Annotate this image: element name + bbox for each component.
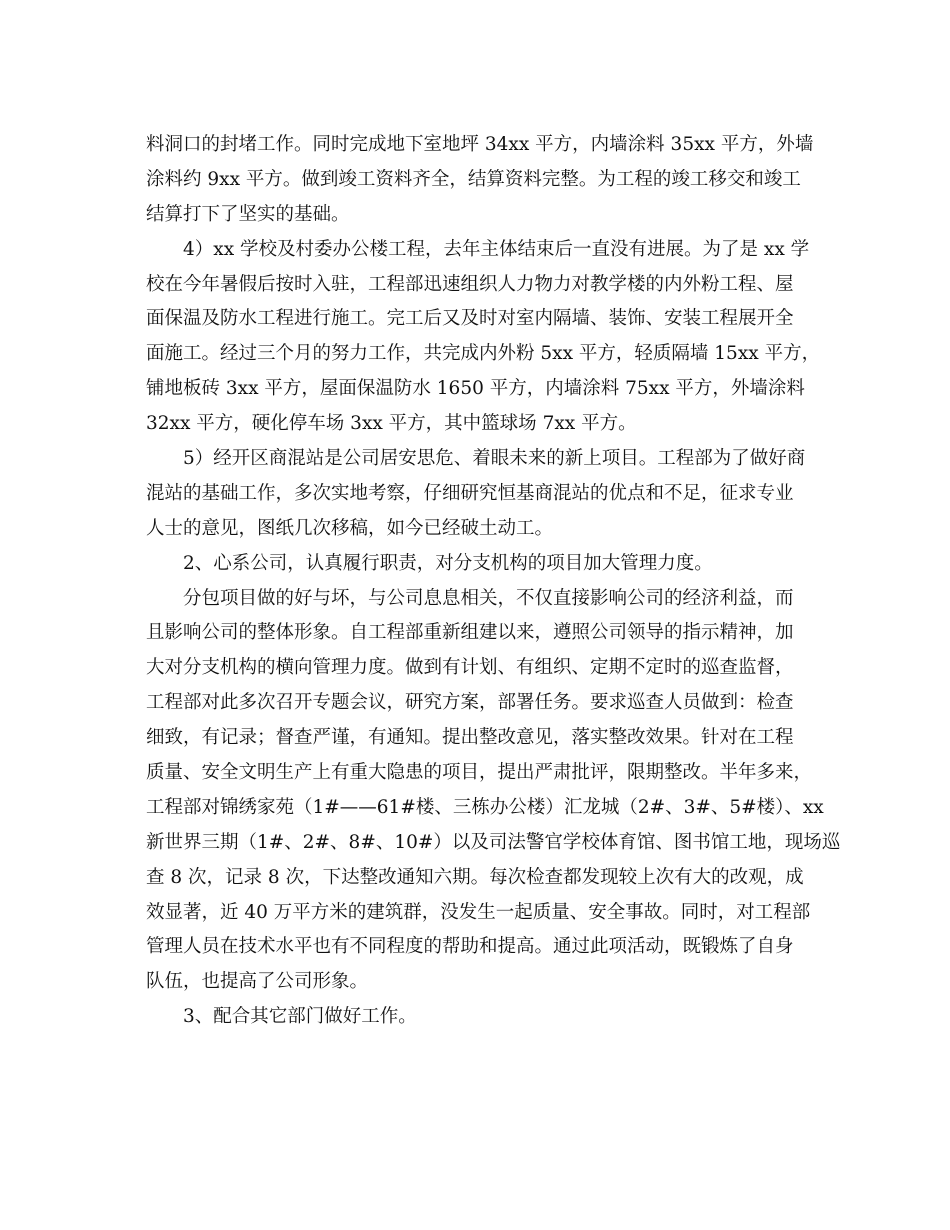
text-line: 面施工。经过三个月的努力工作，共完成内外粉 5xx 平方，轻质隔墙 15xx 平方， bbox=[146, 343, 821, 365]
text-line: 混站的基础工作，多次实地考察，仔细研究恒基商混站的优点和不足，征求专业 bbox=[146, 482, 794, 504]
paragraph-start-line: 5）经开区商混站是公司居安思危、着眼未来的新上项目。工程部为了做好商 bbox=[183, 448, 806, 470]
text-line: 效显著，近 40 万平方米的建筑群，没发生一起质量、安全事故。同时，对工程部 bbox=[146, 901, 811, 923]
text-line: 涂料约 9xx 平方。做到竣工资料齐全，结算资料完整。为工程的竣工移交和竣工 bbox=[146, 168, 801, 190]
text-line: 大对分支机构的横向管理力度。做到有计划、有组织、定期不定时的巡查监督， bbox=[146, 657, 794, 679]
text-line: 面保温及防水工程进行施工。完工后又及时对室内隔墙、装饰、安装工程展开全 bbox=[146, 308, 794, 330]
text-line: 队伍，也提高了公司形象。 bbox=[146, 971, 369, 993]
text-line: 细致，有记录；督查严谨，有通知。提出整改意见，落实整改效果。针对在工程 bbox=[146, 727, 794, 749]
section-heading: 3、配合其它部门做好工作。 bbox=[183, 1006, 417, 1028]
paragraph-start-line: 4）xx 学校及村委办公楼工程，去年主体结束后一直没有进展。为了是 xx 学 bbox=[183, 238, 810, 260]
text-line: 结算打下了坚实的基础。 bbox=[146, 203, 350, 225]
text-line: 质量、安全文明生产上有重大隐患的项目，提出严肃批评，限期整改。半年多来， bbox=[146, 762, 813, 784]
text-line: 铺地板砖 3xx 平方，屋面保温防水 1650 平方，内墙涂料 75xx 平方，外墙涂料 bbox=[146, 378, 805, 400]
text-line: 且影响公司的整体形象。自工程部重新组建以来，遵照公司领导的指示精神，加 bbox=[146, 622, 794, 644]
text-line: 工程部对此多次召开专题会议，研究方案，部署任务。要求巡查人员做到：检查 bbox=[146, 692, 794, 714]
text-line: 管理人员在技术水平也有不同程度的帮助和提高。通过此项活动，既锻炼了自身 bbox=[146, 936, 794, 958]
text-line: 新世界三期（1#、2#、8#、10#）以及司法警官学校体育馆、图书馆工地，现场巡 bbox=[146, 831, 841, 853]
text-line: 查 8 次，记录 8 次，下达整改通知六期。每次检查都发现较上次有大的改观，成 bbox=[146, 866, 804, 888]
document-body bbox=[146, 128, 841, 1035]
section-heading: 2、心系公司，认真履行职责，对分支机构的项目加大管理力度。 bbox=[183, 552, 713, 574]
text-line: 校在今年暑假后按时入驻，工程部迅速组织人力物力对教学楼的内外粉工程、屋 bbox=[146, 273, 794, 295]
text-line: 人士的意见，图纸几次移稿，如今已经破土动工。 bbox=[146, 517, 554, 539]
text-line: 料洞口的封堵工作。同时完成地下室地坪 34xx 平方，内墙涂料 35xx 平方，外墙 bbox=[146, 134, 814, 155]
text-line: 32xx 平方，硬化停车场 3xx 平方，其中篮球场 7xx 平方。 bbox=[146, 413, 637, 435]
text-line: 工程部对锦绣家苑（1#——61#楼、三栋办公楼）汇龙城（2#、3#、5#楼）、xx bbox=[146, 796, 824, 818]
paragraph-start-line: 分包项目做的好与坏，与公司息息相关，不仅直接影响公司的经济利益，而 bbox=[183, 587, 794, 609]
